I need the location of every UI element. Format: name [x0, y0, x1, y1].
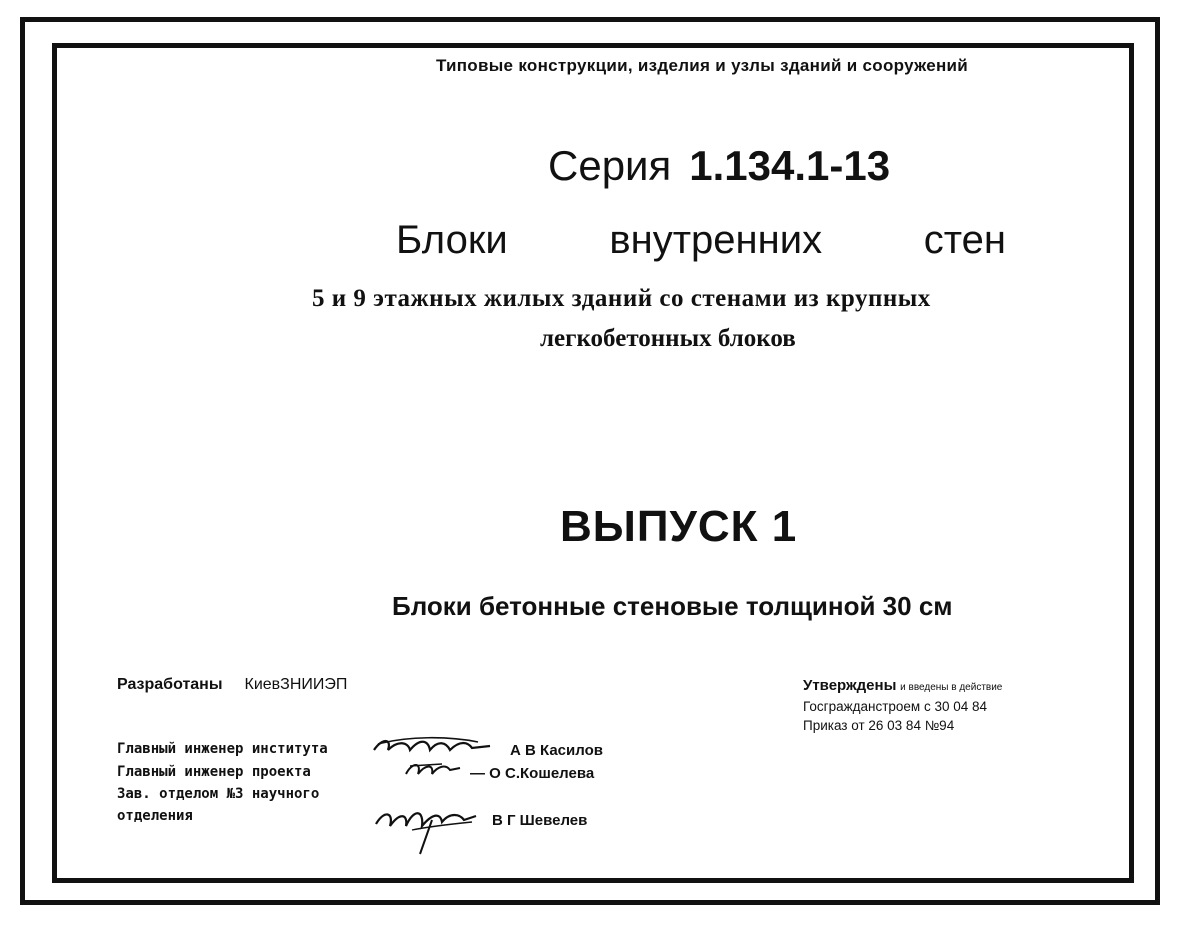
signatory-role-1: Главный инженер института — [117, 741, 328, 757]
signatory-role-2: Главный инженер проекта — [117, 764, 311, 780]
signatory-name-2: — О С.Кошелева — [470, 765, 595, 782]
approval-authority: Госгражданстроем с 30 04 84 — [803, 699, 988, 714]
approved-label: Утверждены — [803, 677, 897, 694]
series-word: Серия — [548, 142, 672, 189]
signatory-role-3-line-1: Зав. отделом №3 научного — [117, 786, 320, 802]
subtitle-line-1: 5 и 9 этажных жилых зданий со стенами из крупных — [312, 285, 931, 312]
series-number: 1.134.1-13 — [689, 142, 891, 189]
approval-block — [803, 676, 1002, 735]
approval-order: Приказ от 26 03 84 №94 — [803, 718, 955, 733]
developed-label: Разработаны — [117, 676, 223, 693]
signature-3 — [372, 800, 482, 858]
signatory-role-3-line-2: отделения — [117, 808, 193, 824]
developed-by — [117, 676, 347, 694]
signature-2 — [402, 754, 466, 784]
title-word: стен — [923, 218, 1006, 262]
developer-org: КиевЗНИИЭП — [244, 676, 348, 693]
title-word: Блоки — [396, 218, 508, 262]
approved-label-small: и введены в действие — [900, 682, 1003, 693]
series-line — [548, 142, 890, 190]
signatory-name-1: А В Касилов — [510, 742, 603, 759]
document-header: Типовые конструкции, изделия и узлы зданий и сооружений — [435, 56, 969, 75]
issue-title: ВЫПУСК 1 — [560, 502, 798, 551]
subtitle-line-2: легкобетонных блоков — [540, 325, 796, 352]
signatory-name-3: В Г Шевелев — [492, 812, 588, 829]
main-title — [396, 218, 1006, 263]
issue-subtitle: Блоки бетонные стеновые толщиной 30 см — [392, 591, 953, 621]
title-word: внутренних — [609, 218, 823, 262]
